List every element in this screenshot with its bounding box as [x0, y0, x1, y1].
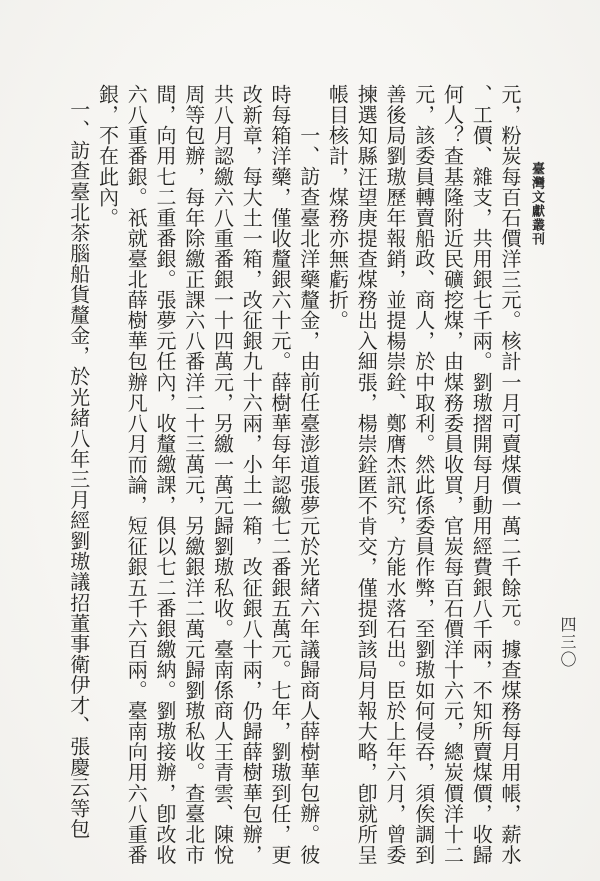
page-number: 四三〇 [558, 616, 577, 669]
text-column: 何人？查基隆附近民礦挖煤，由煤務委員收買，官炭每百石價洋十六元，總炭價洋十二 [440, 84, 465, 865]
publication-title: 臺灣文獻叢刊 [529, 162, 544, 246]
text-column: 揀選知縣汪望庚提查煤務出入細張，楊崇銓匿不肯交，僅提到該局月報大略，卽就所呈 [354, 84, 379, 865]
text-column: 元，該委員轉賣船政、商人，於中取利。然此係委員作弊，至劉璈如何侵吞，須俟調到 [411, 84, 436, 865]
text-column: 六八重番銀。祇就臺北薛樹華包辦凡八月而論，短征銀五千六百兩。臺南向用六八重番 [124, 84, 149, 865]
text-column: 共八月認繳六八重番銀一十四萬元，另繳一萬元歸劉璈私收。臺南係商人王青雲、陳悅 [210, 84, 235, 865]
text-column: 、工價、雜支，共用銀七千兩。劉璈摺開每月動用經費銀八千兩，不知所賣煤價，收歸 [469, 84, 494, 865]
text-column: 元，粉炭每百石價洋三元。核計一月可賣煤價一萬二千餘元。據查煤務每月用帳，薪水 [498, 84, 522, 865]
body-text-block [64, 84, 524, 866]
text-column: 善後局劉璈歷年報銷，並提楊崇銓、鄭膺杰訊究，方能水落石出。臣於上年六月，曾委 [383, 84, 407, 865]
text-column-item-start: 一、訪查臺北茶腦船貨釐金，於光緒八年三月經劉璈議招董事衛伊才、張慶云等包 [66, 99, 91, 839]
text-column: 周等包辦，每年除繳正課六八番洋二十三萬元，另繳銀洋二萬元歸劉璈私收。查臺北市 [181, 84, 206, 865]
text-column: 改新章，每大土一箱，改征銀九十六兩，小土一箱，改征銀八十兩，仍歸薛樹華包辦， [239, 84, 264, 865]
text-column: 間，向用七二重番銀。張夢元任內，收釐繳課，俱以七二番銀繳納。劉璈接辦，卽改收 [153, 84, 177, 865]
text-column-item-start: 一、訪查臺北洋藥釐金，由前任臺澎道張夢元於光緒六年議歸商人薛樹華包辦。彼 [296, 125, 321, 865]
text-column: 帳目核計，煤務亦無虧折。 [325, 84, 350, 331]
text-column: 銀，不在此內。 [95, 84, 120, 228]
text-column: 時每箱洋藥，僅收釐銀六十元。薛樹華每年認繳七二番銀五萬元。七年，劉璈到任，更 [268, 84, 292, 865]
